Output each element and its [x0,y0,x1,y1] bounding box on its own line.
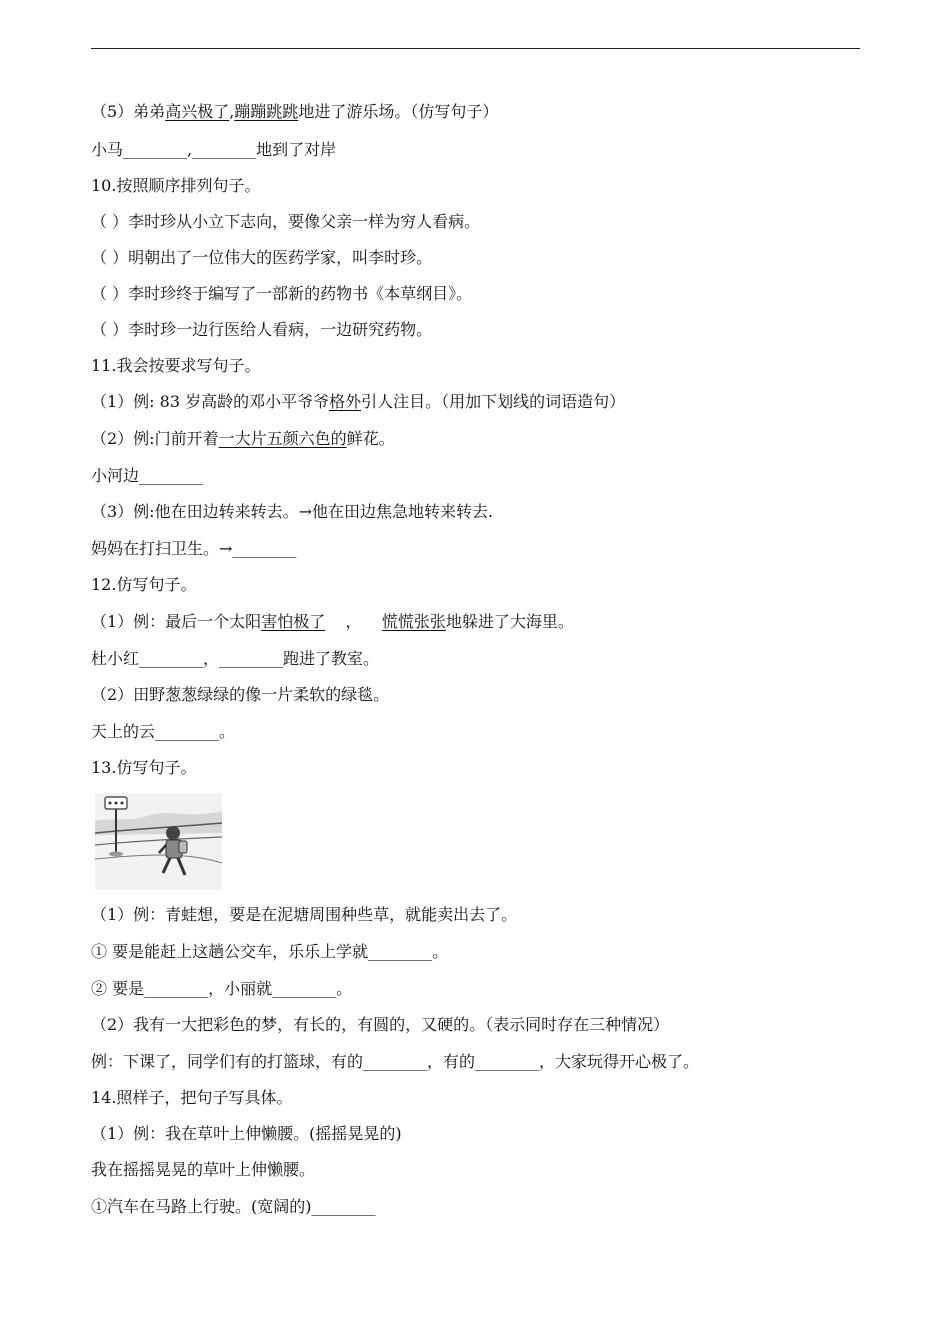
text-line: （1）例：我在草叶上伸懒腰。(摇摇晃晃的) [91,1124,402,1143]
text-line: 妈妈在打扫卫生。→________ [91,539,297,558]
text-line: （ ）李时珍一边行医给人看病，一边研究药物。 [91,320,433,339]
text-line: （2）田野葱葱绿绿的像一片柔软的绿毯。 [91,685,390,704]
question-heading: 11.我会按要求写句子。 [91,356,261,375]
text-line: ② 要是________，小丽就________。 [91,979,353,998]
text-line: （ ）明朝出了一位伟大的医药学家，叫李时珍。 [91,248,433,267]
text-line: （2）我有一大把彩色的梦，有长的，有圆的，又硬的。（表示同时存在三种情况） [91,1015,670,1034]
header-rule [91,48,860,49]
text-line: 例：下课了，同学们有的打篮球，有的________，有的________，大家玩得开心极了。 [91,1052,700,1071]
text-line: （1）例：青蛙想，要是在泥塘周围种些草，就能卖出去了。 [91,905,518,924]
bus-stop-illustration [95,793,222,890]
text-line: 我在摇摇晃晃的草叶上伸懒腰。 [91,1160,316,1179]
text-line: （1）例：最后一个太阳害怕极了 ， 慌慌张张地躲进了大海里。 [91,612,574,631]
text-line: （5）弟弟高兴极了,蹦蹦跳跳地进了游乐场。（仿写句子） [91,102,499,121]
text-line: （3）例:他在田边转来转去。→他在田边焦急地转来转去. [91,502,494,521]
text-line: 天上的云________。 [91,722,236,741]
question-heading: 12.仿写句子。 [91,575,197,594]
text-line: （2）例:门前开着一大片五颜六色的鲜花。 [91,429,395,448]
text-line: 小马________,________地到了对岸 [91,140,337,159]
question-heading: 10.按照顺序排列句子。 [91,176,261,195]
text-line: ①汽车在马路上行驶。(宽阔的)________ [91,1197,376,1216]
text-line: 杜小红________，________跑进了教室。 [91,649,380,668]
question-heading: 13.仿写句子。 [91,758,197,777]
text-line: 小河边________ [91,466,204,485]
text-line: （ ）李时珍终于编写了一部新的药物书《本草纲目》。 [91,284,473,303]
text-line: （1）例: 83 岁高龄的邓小平爷爷格外引人注目。（用加下划线的词语造句） [91,392,626,411]
text-line: ① 要是能赶上这趟公交车，乐乐上学就________。 [91,942,449,961]
question-heading: 14.照样子，把句子写具体。 [91,1088,293,1107]
text-line: （ ）李时珍从小立下志向，要像父亲一样为穷人看病。 [91,212,481,231]
